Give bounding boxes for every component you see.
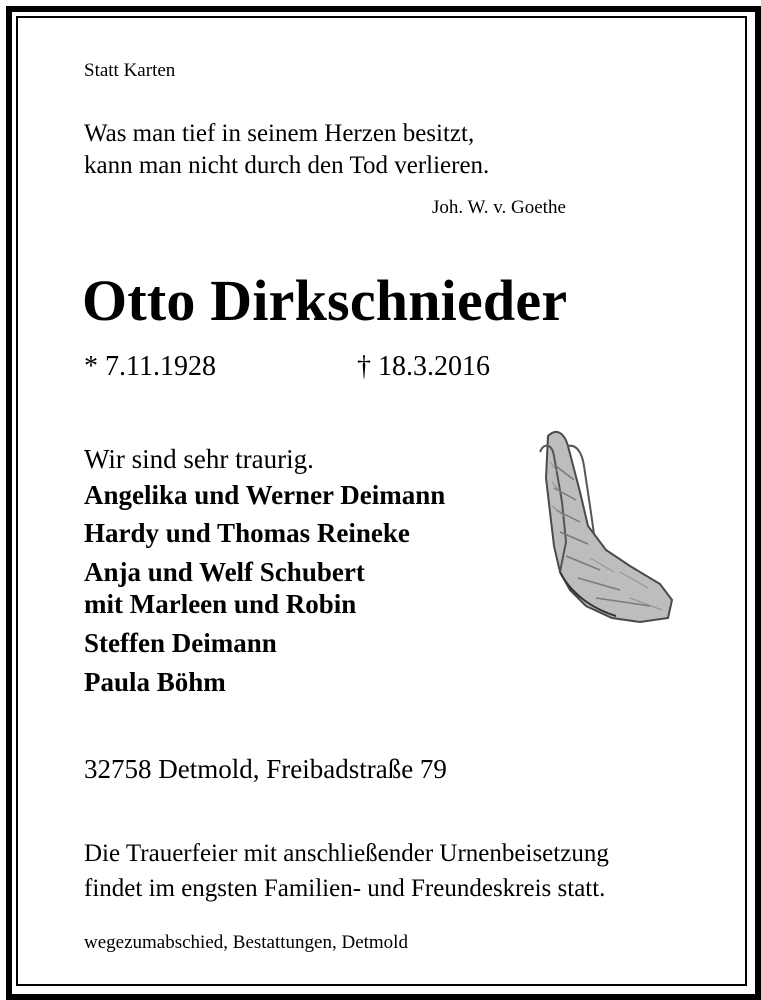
mourner-3: Anja und Welf Schubert <box>84 557 365 587</box>
birth-date: * 7.11.1928 <box>84 351 216 382</box>
ceremony-line-1: Die Trauerfeier mit anschließender Urnenbeisetzung <box>84 840 609 867</box>
quote-author: Joh. W. v. Goethe <box>432 197 566 218</box>
mourner-4: Steffen Deimann <box>84 628 277 658</box>
mourner-1: Angelika und Werner Deimann <box>84 480 446 510</box>
address: 32758 Detmold, Freibadstraße 79 <box>84 754 447 784</box>
undertaker: wegezumabschied, Bestattungen, Detmold <box>84 932 408 953</box>
mourner-2: Hardy und Thomas Reineke <box>84 518 410 548</box>
header-statt-karten: Statt Karten <box>84 60 176 81</box>
grief-line: Wir sind sehr traurig. <box>84 444 314 474</box>
quote-line-1: Was man tief in seinem Herzen besitzt, <box>84 120 475 147</box>
praying-hands-icon <box>530 422 678 630</box>
ceremony-line-2: findet im engsten Familien- und Freundeskreis statt. <box>84 875 606 902</box>
quote-line-2: kann man nicht durch den Tod verlieren. <box>84 152 490 179</box>
mourner-3b: mit Marleen und Robin <box>84 589 357 619</box>
deceased-name: Otto Dirkschnieder <box>82 268 568 333</box>
mourner-5: Paula Böhm <box>84 667 226 697</box>
death-date: † 18.3.2016 <box>357 351 490 382</box>
